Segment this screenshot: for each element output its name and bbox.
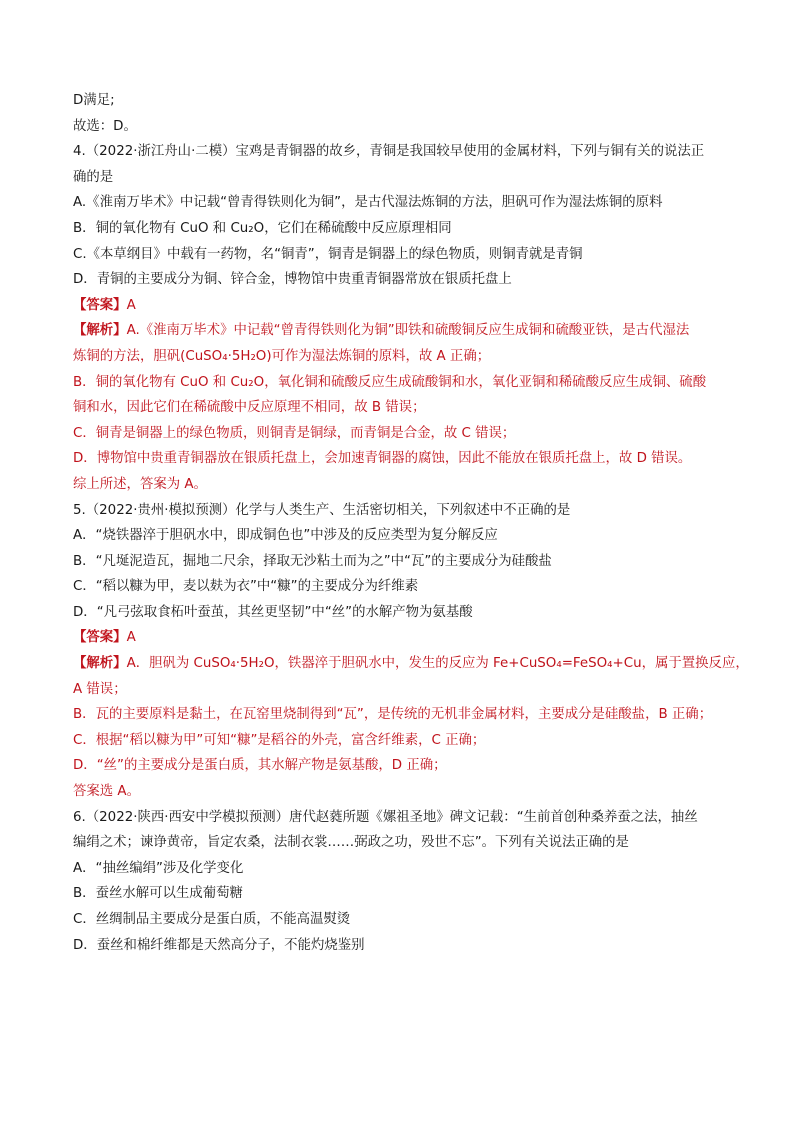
line-text: B．瓦的主要原料是黏土，在瓦窑里烧制得到“瓦”，是传统的无机非金属材料，主要成分是硅酸盐，B 正确； <box>73 707 713 723</box>
line-text: B．铜的氧化物有 CuO 和 Cu₂O，它们在稀硫酸中反应原理相同 <box>73 220 452 236</box>
line-text: 答案选 A。 <box>73 784 140 800</box>
answer-line <box>73 370 733 396</box>
answer-line <box>73 293 733 319</box>
line-text: A．胆矾为 CuSO₄·5H₂O，铁器淬于胆矾水中，发生的反应为 Fe+CuSO₄=FeSO₄+Cu，属于置换反应， <box>126 656 749 672</box>
question-line <box>73 574 733 600</box>
question-line <box>73 933 733 959</box>
question-line <box>73 216 733 242</box>
answer-tag: 【解析】 <box>73 323 127 339</box>
line-text: 6.（2022·陕西·西安中学模拟预测）唐代赵蕤所题《嫘祖圣地》碑文记载：“生前首创种桑养蚕之法，抽丝 <box>73 809 698 825</box>
line-text: A.《淮南万毕术》中记载“曾青得铁则化为铜”即铁和硫酸铜反应生成铜和硫酸亚铁，是古代湿法 <box>126 323 690 339</box>
answer-line <box>73 318 733 344</box>
line-text: B．蚕丝水解可以生成葡萄糖 <box>73 886 243 902</box>
line-text: A <box>126 297 136 313</box>
line-text: A.《淮南万毕术》中记载“曾青得铁则化为铜”，是古代湿法炼铜的方法，胆矾可作为湿法炼铜的原料 <box>73 195 663 211</box>
line-text: A 错误； <box>73 681 127 697</box>
line-text: C．铜青是铜器上的绿色物质，则铜青是铜绿，而青铜是合金，故 C 错误； <box>73 425 516 441</box>
line-text: D．蚕丝和棉纤维都是天然高分子，不能灼烧鉴别 <box>73 937 365 953</box>
question-line <box>73 498 733 524</box>
answer-line <box>73 625 733 651</box>
line-text: D满足; <box>73 93 115 108</box>
line-text: A．“抽丝编绢”涉及化学变化 <box>73 860 244 876</box>
line-text: 铜和水，因此它们在稀硫酸中反应原理不相同，故 B 错误； <box>73 400 426 416</box>
question-line <box>73 114 733 140</box>
line-text: C．丝绸制品主要成分是蛋白质，不能高温熨烫 <box>73 912 351 927</box>
question-line <box>73 881 733 907</box>
question-line <box>73 856 733 882</box>
line-text: 确的是 <box>73 169 114 185</box>
answer-line <box>73 728 733 754</box>
line-text: 故选：D。 <box>73 118 137 134</box>
question-line <box>73 805 733 831</box>
answer-line <box>73 472 733 498</box>
question-line <box>73 523 733 549</box>
question-line <box>73 549 733 575</box>
answer-line <box>73 651 749 677</box>
line-text: 编绢之术；谏诤黄帝，旨定农桑，法制衣裳……弼政之功，殁世不忘”。下列有关说法正确的是 <box>73 835 629 851</box>
answer-line <box>73 421 733 447</box>
line-text: B．“凡埏泥造瓦，掘地二尺余，择取无沙粘土而为之”中“瓦”的主要成分为硅酸盐 <box>73 553 552 569</box>
question-line <box>73 165 733 191</box>
line-text: C.《本草纲目》中载有一药物，名“铜青”，铜青是铜器上的绿色物质，则铜青就是青铜 <box>73 246 583 262</box>
answer-line <box>73 677 733 703</box>
question-line <box>73 88 733 114</box>
line-text: A <box>126 630 136 646</box>
answer-tag: 【答案】 <box>73 630 127 646</box>
question-line <box>73 907 733 933</box>
line-text: C．根据“稻以糠为甲”可知“糠”是稻谷的外壳，富含纤维素，C 正确； <box>73 732 486 748</box>
answer-line <box>73 446 733 472</box>
line-text: 炼铜的方法，胆矾(CuSO₄·5H₂O)可作为湿法炼铜的原料，故 A 正确； <box>73 348 491 364</box>
line-text: 5.（2022·贵州·模拟预测）化学与人类生产、生活密切相关，下列叙述中不正确的是 <box>73 502 571 518</box>
answer-line <box>73 395 733 421</box>
line-text: D．“丝”的主要成分是蛋白质，其水解产物是氨基酸，D 正确； <box>73 758 447 774</box>
line-text: B．铜的氧化物有 CuO 和 Cu₂O，氧化铜和硫酸反应生成硫酸铜和水，氧化亚铜和稀硫酸反应生成铜、硫酸 <box>73 374 707 390</box>
line-text: 4.（2022·浙江舟山·二模）宝鸡是青铜器的故乡，青铜是我国较早使用的金属材料，下列与铜有关的说法正 <box>73 144 705 160</box>
question-line <box>73 190 733 216</box>
question-line <box>73 139 733 165</box>
answer-line <box>73 702 733 728</box>
answer-tag: 【答案】 <box>73 297 127 313</box>
question-line <box>73 600 733 626</box>
answer-tag: 【解析】 <box>73 656 127 672</box>
document-body <box>73 88 749 958</box>
line-text: D．青铜的主要成分为铜、锌合金，博物馆中贵重青铜器常放在银质托盘上 <box>73 272 512 288</box>
answer-line <box>73 779 733 805</box>
line-text: D．博物馆中贵重青铜器放在银质托盘上，会加速青铜器的腐蚀，因此不能放在银质托盘上，故 D 错误。 <box>73 451 692 467</box>
line-text: 综上所述，答案为 A。 <box>73 476 207 492</box>
line-text: D．“凡弓弦取食柘叶蚕茧，其丝更坚韧”中“丝”的水解产物为氨基酸 <box>73 604 473 620</box>
answer-line <box>73 344 733 370</box>
line-text: A．“烧铁器淬于胆矾水中，即成铜色也”中涉及的反应类型为复分解反应 <box>73 528 498 544</box>
line-text: C．“稻以糠为甲，麦以麸为衣”中“糠”的主要成分为纤维素 <box>73 579 419 595</box>
answer-line <box>73 753 733 779</box>
question-line <box>73 830 733 856</box>
question-line <box>73 267 733 293</box>
question-line <box>73 242 733 268</box>
